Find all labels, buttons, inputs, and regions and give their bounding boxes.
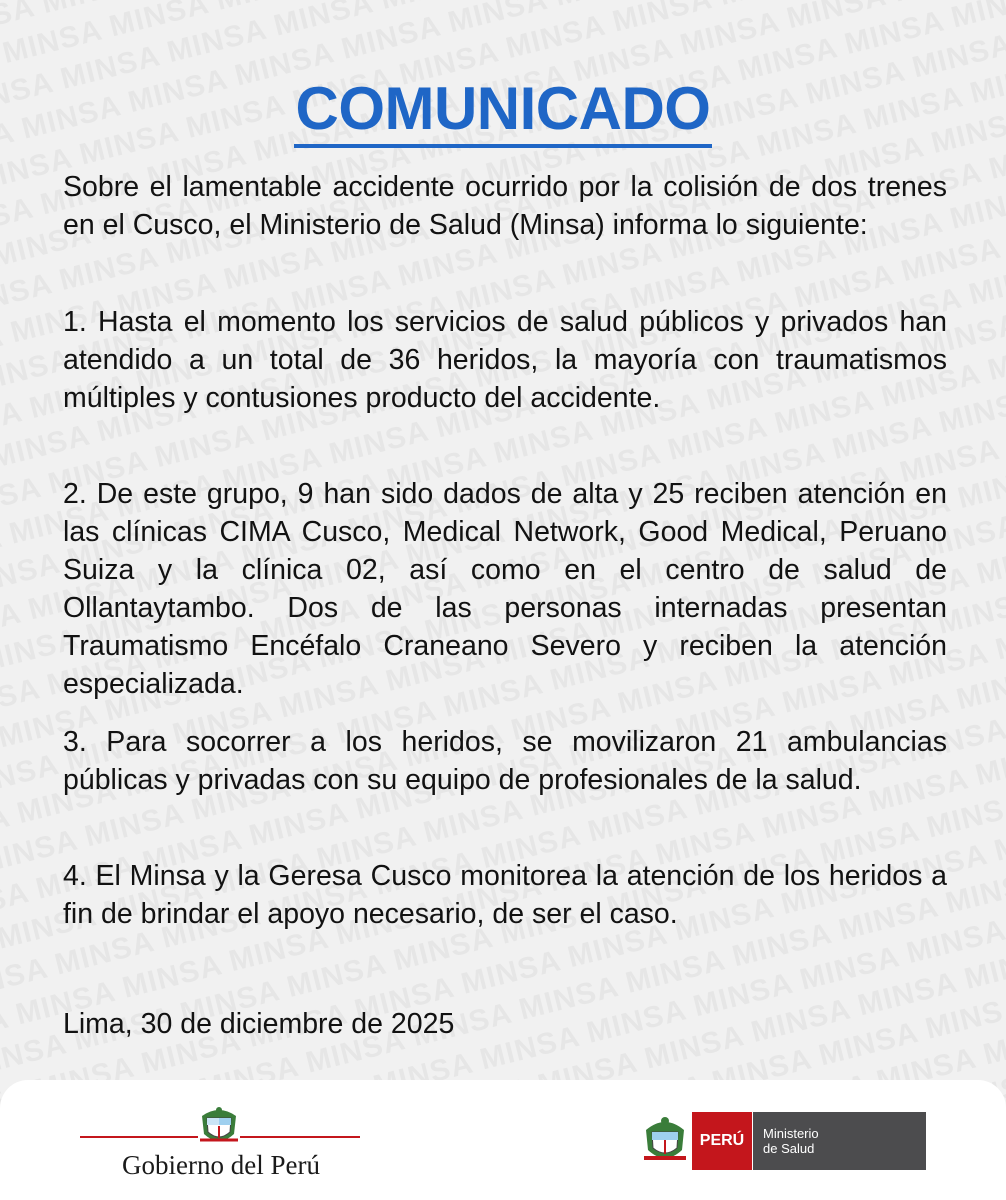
peru-coat-of-arms-icon — [640, 1112, 690, 1170]
ministry-line-1: Ministerio — [763, 1126, 819, 1141]
point-2-paragraph: 2. De este grupo, 9 han sido dados de alta y 25 reciben atención en las clínicas CIMA Cusco, Medical Network, Good Medical, Peruano Suiza y la clínica 02, así como en el centro de salud de Ollantaytambo. Dos de las personas internadas presentan Traumatismo Encéfalo Craneano Severo y reciben la atención especializada. — [63, 478, 947, 700]
page-title-text: COMUNICADO — [294, 76, 713, 148]
minsa-logo — [640, 1110, 930, 1174]
ministry-label-box — [753, 1112, 926, 1170]
peru-label-box — [692, 1112, 752, 1170]
intro-paragraph: Sobre el lamentable accidente ocurrido por la colisión de dos trenes en el Cusco, el Ministerio de Salud (Minsa) informa lo siguiente: — [63, 171, 947, 241]
gobierno-text: Gobierno del Perú — [122, 1150, 320, 1180]
peru-coat-of-arms-icon — [198, 1104, 240, 1150]
page-title — [0, 74, 1006, 148]
watermark-row — [0, 0, 1006, 307]
divider-line-left — [80, 1136, 198, 1138]
date-line: Lima, 30 de diciembre de 2025 — [63, 1008, 455, 1040]
watermark-row — [0, 0, 1006, 80]
gobierno-logo — [80, 1100, 362, 1180]
point-3-paragraph: 3. Para socorrer a los heridos, se movilizaron 21 ambulancias públicas y privadas con su equipo de profesionales de la salud. — [63, 726, 947, 796]
watermark-row — [0, 0, 1006, 331]
point-1-paragraph: 1. Hasta el momento los servicios de salud públicos y privados han atendido a un total de 36 heridos, la mayoría con traumatismos múltiples y contusiones producto del accidente. — [63, 306, 947, 414]
divider-line-right — [240, 1136, 360, 1138]
peru-label: PERÚ — [699, 1132, 745, 1149]
ministry-line-2: de Salud — [763, 1141, 815, 1156]
footer-logos — [0, 1080, 1006, 1200]
point-4-paragraph: 4. El Minsa y la Geresa Cusco monitorea la atención de los heridos a fin de brindar el apoyo necesario, de ser el caso. — [63, 860, 947, 930]
